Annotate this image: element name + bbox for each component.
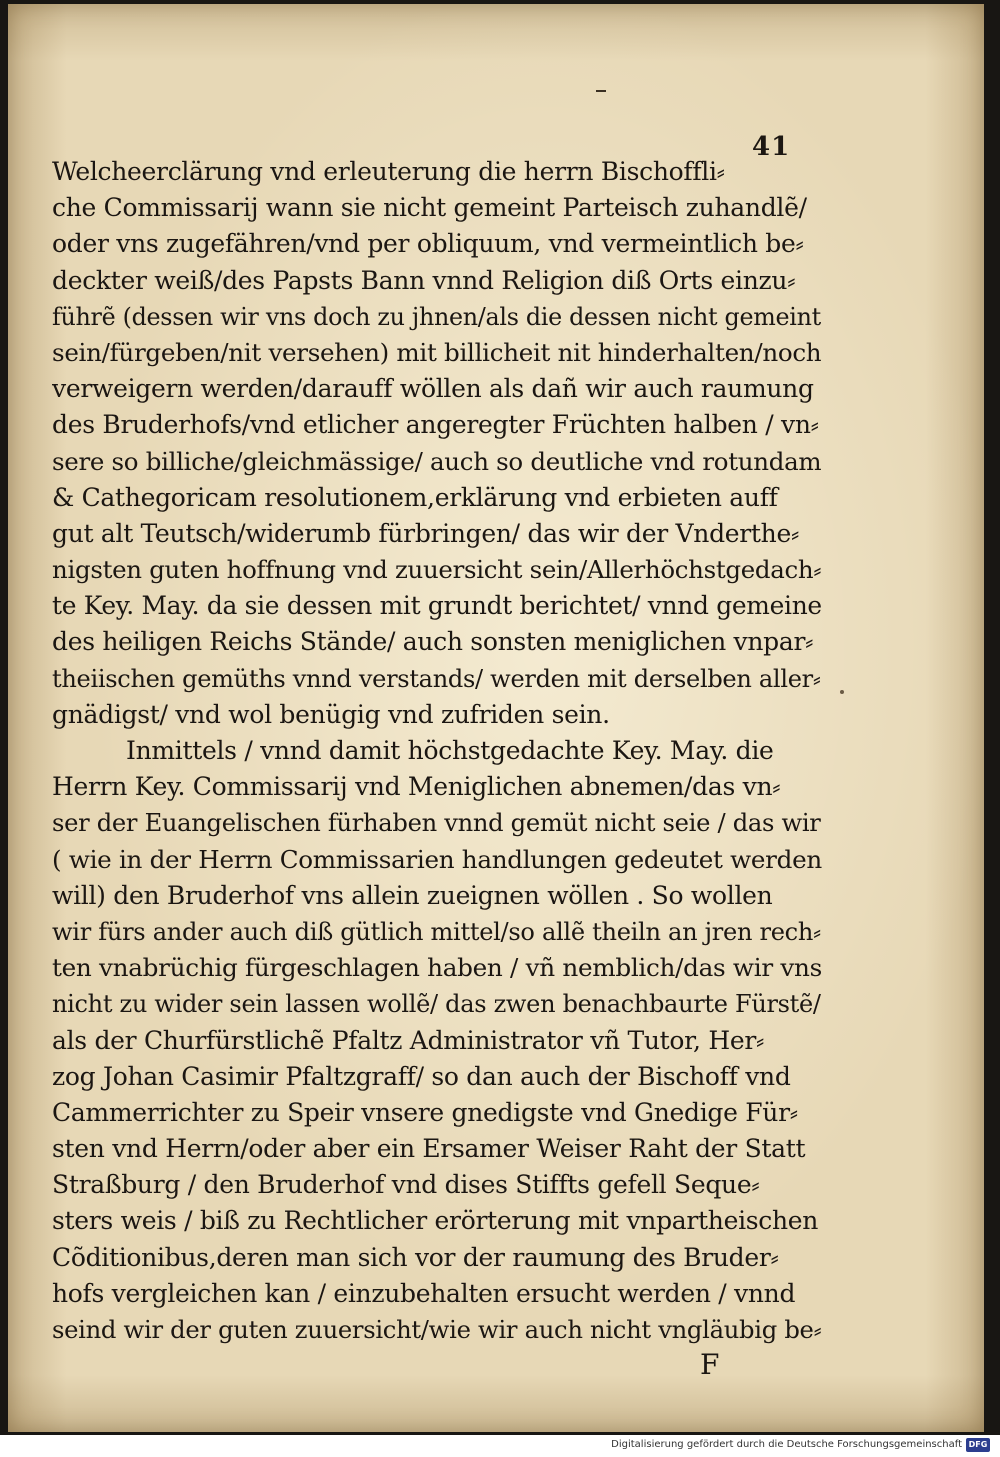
text-line: führẽ (dessen wir vns doch zu jhnen/als die dessen nicht gemeint <box>52 302 821 331</box>
text-line: & Cathegoricam resolutionem,erklärung vnd erbieten auff <box>52 482 778 512</box>
text-line: will) den Bruderhof vns allein zueignen wöllen . So wollen <box>52 880 773 910</box>
text-line: des heiligen Reichs Stände/ auch sonsten meniglichen vnpar⸗ <box>52 627 814 657</box>
text-line: sters weis / biß zu Rechtlicher erörterung mit vnpartheischen <box>52 1206 819 1236</box>
page-number: 41 <box>752 132 791 162</box>
text-line: deckter weiß/des Papsts Bann vnnd Religion diß Orts einzu⸗ <box>52 265 796 295</box>
text-line: sein/fürgeben/nit versehen) mit billicheit nit hinderhalten/noch <box>52 337 822 367</box>
page-mark <box>596 90 606 92</box>
text-line: sten vnd Herrn/oder aber ein Ersamer Weiser Raht der Statt <box>52 1134 806 1164</box>
text-line: oder vns zugefähren/vnd per obliquum, vnd vermeintlich be⸗ <box>52 229 804 259</box>
text-line: des Bruderhofs/vnd etlicher angeregter Früchten halben / vn⸗ <box>52 410 819 440</box>
text-line: zog Johan Casimir Pfaltzgraff/ so dan auch der Bischoff vnd <box>52 1061 791 1091</box>
text-line: nigsten guten hoffnung vnd zuuersicht sein/Allerhöchstgedach⸗ <box>52 555 822 585</box>
text-line: nicht zu wider sein lassen wollẽ/ das zwen benachbaurte Fürstẽ/ <box>52 990 821 1019</box>
text-line: ser der Euangelischen fürhaben vnnd gemüt nicht seie / das wir <box>52 809 821 838</box>
text-line: Straßburg / den Bruderhof vnd dises Stiffts gefell Seque⸗ <box>52 1170 760 1200</box>
text-line: Cammerrichter zu Speir vnsere gnedigste vnd Gnedige Für⸗ <box>52 1097 798 1127</box>
text-line: ten vnabrüchig fürgeschlagen haben / vñ nemblich/das wir vns <box>52 953 822 983</box>
text-line: te Key. May. da sie dessen mit grundt berichtet/ vnnd gemeine <box>52 591 822 621</box>
text-line: seind wir der guten zuuersicht/wie wir auch nicht vngläubig be⸗ <box>52 1315 822 1344</box>
ink-speck <box>840 690 844 694</box>
text-line: theiischen gemüths vnnd verstands/ werden mit derselben aller⸗ <box>52 664 821 693</box>
text-line: als der Churfürstlichẽ Pfaltz Administrator vñ Tutor, Her⸗ <box>52 1025 765 1055</box>
text-line: gnädigst/ vnd wol benügig vnd zufriden sein. <box>52 699 610 729</box>
text-line: ( wie in der Herrn Commissarien handlungen gedeutet werden <box>52 844 822 874</box>
footer-bar <box>0 1435 1000 1457</box>
text-line: Welcheerclärung vnd erleuterung die herrn Bischoffli⸗ <box>52 157 725 186</box>
text-line: gut alt Teutsch/widerumb fürbringen/ das wir der Vnderthe⸗ <box>52 518 799 548</box>
text-line: che Commissarij wann sie nicht gemeint Parteisch zuhandlẽ/ <box>52 193 807 223</box>
catchword: F <box>700 1348 720 1381</box>
text-line: verweigern werden/darauff wöllen als dañ wir auch raumung <box>52 374 814 404</box>
text-line: Cõditionibus,deren man sich vor der raumung des Bruder⸗ <box>52 1242 779 1272</box>
text-line: wir fürs ander auch diß gütlich mittel/so allẽ theiln an jren rech⸗ <box>52 917 821 946</box>
book-page <box>8 4 984 1432</box>
text-body <box>52 154 822 1348</box>
text-line: hofs vergleichen kan / einzubehalten ersucht werden / vnnd <box>52 1278 796 1308</box>
text-line: Inmittels / vnnd damit höchstgedachte Key. May. die <box>126 736 774 765</box>
dfg-logo-icon[interactable]: DFG <box>966 1438 990 1452</box>
text-line: sere so billiche/gleichmässige/ auch so deutliche vnd rotundam <box>52 446 822 476</box>
text-line: Herrn Key. Commissarij vnd Meniglichen abnemen/das vn⸗ <box>52 772 781 802</box>
funding-credit: Digitalisierung gefördert durch die Deutsche Forschungsgemeinschaft <box>611 1439 962 1450</box>
